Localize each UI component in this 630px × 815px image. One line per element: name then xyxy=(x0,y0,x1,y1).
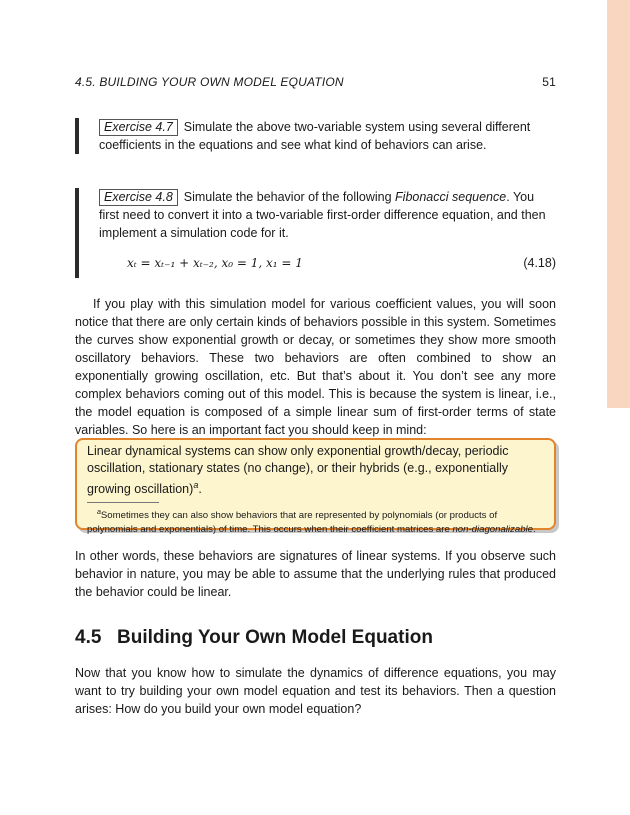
equation-row xyxy=(99,254,556,274)
exercise-4-7-block xyxy=(75,118,556,154)
section-heading xyxy=(75,627,556,649)
exercise-4-8-block xyxy=(75,188,556,278)
running-title: 4.5. BUILDING YOUR OWN MODEL EQUATION xyxy=(75,75,344,89)
exercise-emphasis: Fibonacci sequence xyxy=(395,190,507,204)
section-number: 4.5 xyxy=(75,627,102,648)
body-paragraph-3: Now that you know how to simulate the dynamics of difference equations, you may want to try building your own model equation and test its behaviors. Then a question arises: How do you build your own model equation? xyxy=(75,666,556,716)
footnote-text: $^a$Sometimes they can also show behaviors that are represented by polynomials (or products of polynomials and exponentials) of time. This occurs when their coefficient matrices are non-diagonalizable. xyxy=(87,509,536,536)
exercise-text-continued: . You first need to convert it into a two-variable first-order difference equation, and then implement a simulation code for it. xyxy=(99,190,546,240)
chapter-thumb-tab xyxy=(607,0,630,408)
exercise-label: Exercise 4.7 xyxy=(99,119,178,136)
key-fact-text: Linear dynamical systems can show only exponential growth/decay, periodic oscillation, stationary states (no change), or their hybrids (e.g., exponentially growing oscillation)$^a$. xyxy=(87,444,509,497)
fibonacci-equation: xₜ = xₜ₋₁ + xₜ₋₂, x₀ = 1, x₁ = 1 xyxy=(127,256,303,270)
section-title: Building Your Own Model Equation xyxy=(117,627,433,648)
key-fact-box xyxy=(75,438,556,536)
footnote-rule xyxy=(87,502,159,503)
page-number: 51 xyxy=(542,75,556,89)
exercise-label: Exercise 4.8 xyxy=(99,189,178,206)
equation-number: (4.18) xyxy=(523,256,556,270)
body-paragraph-2: In other words, these behaviors are signatures of linear systems. If you observe such behavior in nature, you may be able to assume that the underlying rules that produced the behavior could be linear. xyxy=(75,549,556,599)
body-paragraph-1: If you play with this simulation model for various coefficient values, you will soon notice that there are only certain kinds of behaviors possible in this system. Sometimes the curves show exponential growth or decay, or sometimes they show more smooth oscillatory behaviors. These two behaviors are often combined to show an exponentially growing oscillation, etc. But that’s about it. You don’t see any more complex behaviors coming out of this model. This is because the system is linear, i.e., the model equation is composed of a simple linear sum of first-order terms of state variables. So here is an important fact you should keep in mind: xyxy=(75,297,556,437)
exercise-text: Simulate the above two-variable system using several different coefficients in the equations and see what kind of behaviors can arise. xyxy=(99,120,531,152)
footnote-marker: a xyxy=(193,480,199,490)
running-header xyxy=(75,75,556,89)
exercise-text: Simulate the behavior of the following xyxy=(183,190,396,204)
